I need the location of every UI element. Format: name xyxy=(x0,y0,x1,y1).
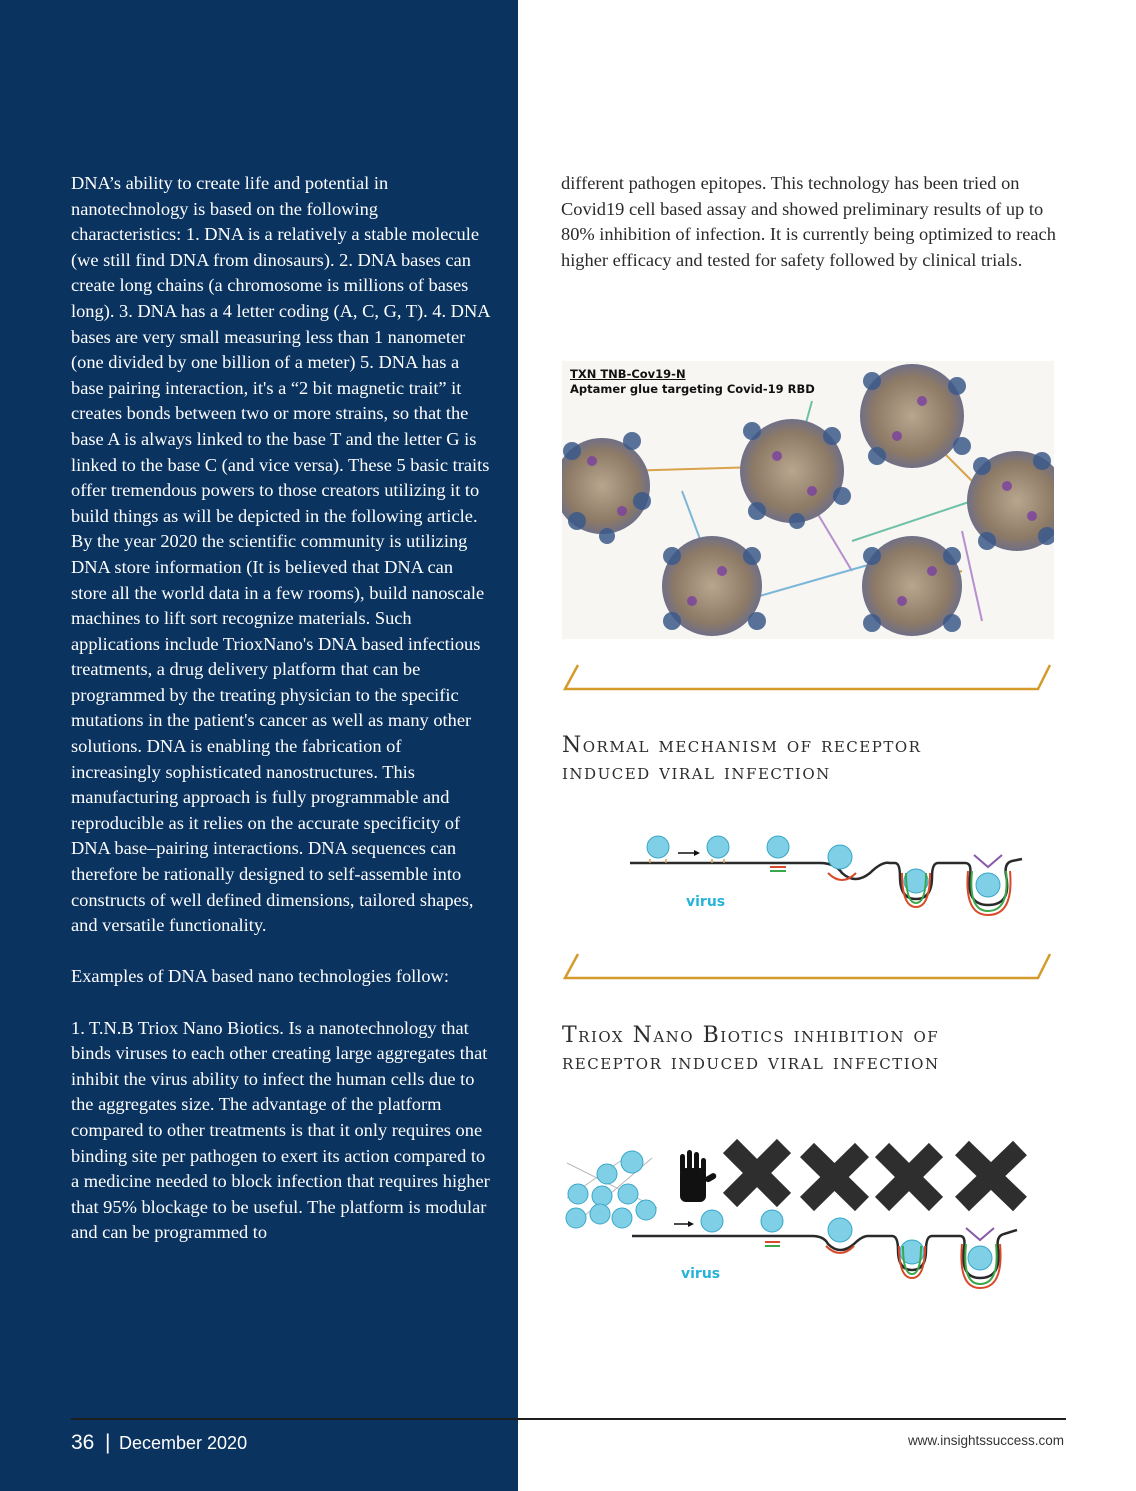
intro-paragraph: DNA’s ability to create life and potential in nanotechnology is based on the following characteristics: 1. DNA is a relatively a stable molecule (we still find DNA from dinosaurs). 2. DNA bases can create long chains (a chromosome is millions of bases long). 3. DNA has a 4 letter coding (A, C, G, T). 4. DNA bases are very small measuring less than 1 nanometer (one divided by one billion of a meter) 5. DNA has a base pairing interaction, it's a “2 bit magnetic trait” it creates bonds between two or more strains, so that the base A is always linked to the base T and the letter G is linked to the base C (and vice versa). These 5 basic traits offer tremendous powers to those creators utilizing it to build things as will be depicted in the following article. By the year 2020 the scientific community is utilizing DNA store information (It is believed that DNA can store all the world data in a few rooms), build nanoscale machines to lift sort recognize materials. Such applications include TrioxNano's DNA based infectious treatments, a drug delivery platform that can be programmed by the treating physician to the specific mutations in the patient's cancer as well as many other solutions. DNA is enabling the fabrication of increasingly sophisticated nanostructures. This manufacturing approach is fully programmable and reproducible as it relies on the accurate specificity of DNA base–pairing interactions. DNA sequences can therefore be rationally designed to self-assemble into constructs of well defined dimensions, tailored shapes, and versatile functionality. xyxy=(71,173,490,936)
continuation-paragraph: different pathogen epitopes. This technology has been tried on Covid19 cell based assay and showed preliminary results of up to 80% inhibition of infection. It is currently being optimized to reach higher efficacy and tested for safety followed by clinical trials. xyxy=(561,173,1056,270)
stop-hand-icon xyxy=(680,1150,717,1202)
normal-infection-figure xyxy=(620,815,1040,935)
website-url: www.insightssuccess.com xyxy=(907,1433,1064,1448)
aptamer-glue-illustration xyxy=(562,361,1054,639)
heading-line: Normal mechanism of receptor xyxy=(562,733,922,758)
gold-divider xyxy=(562,663,1052,691)
left-column-text xyxy=(71,171,491,1272)
virus-label: virus xyxy=(686,894,726,910)
heading-line: Triox Nano Biotics inhibition of xyxy=(562,1023,940,1048)
right-column-text xyxy=(561,171,1061,273)
blocked-x-icons xyxy=(730,1146,1020,1204)
normal-mechanism-heading xyxy=(562,732,1062,786)
figure-subtitle: Aptamer glue targeting Covid-19 RBD xyxy=(570,382,815,396)
examples-paragraph: Examples of DNA based nano technologies follow: xyxy=(71,966,449,987)
inhibition-diagram xyxy=(562,1138,1032,1298)
virus-label: virus xyxy=(681,1266,721,1282)
footer-rule xyxy=(71,1418,1066,1420)
inhibition-figure xyxy=(562,1138,1032,1298)
figure-title: TXN TNB-Cov19-N xyxy=(570,367,686,381)
aptamer-glue-figure xyxy=(562,361,1054,639)
heading-line: induced viral infection xyxy=(562,760,831,785)
issue-date: December 2020 xyxy=(119,1433,248,1453)
gold-divider xyxy=(562,952,1052,980)
triox-inhibition-heading xyxy=(562,1022,1062,1076)
normal-infection-diagram xyxy=(620,815,1040,935)
footer-separator: | xyxy=(105,1431,111,1454)
page-number: 36 xyxy=(71,1431,95,1454)
heading-line: receptor induced viral infection xyxy=(562,1050,940,1075)
aptamer-figure-caption xyxy=(570,367,815,397)
tnb-paragraph: 1. T.N.B Triox Nano Biotics. Is a nanotechnology that binds viruses to each other creating large aggregates that inhibit the virus ability to infect the human cells due to the aggregates size. The advantage of the platform compared to other treatments is that it only requires one binding site per pathogen to exert its action compared to a medicine needed to block infection that requires higher that 95% blockage to be useful. The platform is modular and can be programmed to xyxy=(71,1017,490,1243)
